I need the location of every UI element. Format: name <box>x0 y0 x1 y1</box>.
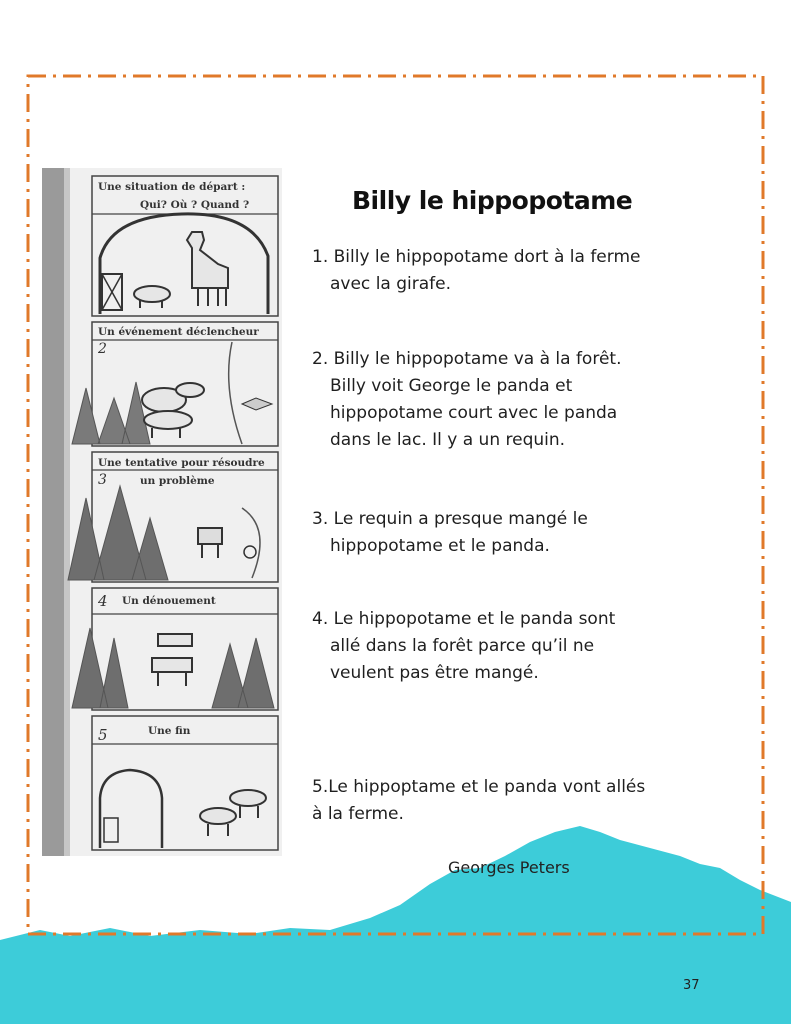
paragraph-5-number: 5. <box>312 777 329 797</box>
panel-4-heading: Un dénouement <box>122 595 216 607</box>
paragraph-3-line-2: hippopotame et le panda. <box>330 536 550 556</box>
paragraph-2-line-3: hippopotame court avec le panda <box>330 403 618 423</box>
story-paragraph-3 <box>312 506 588 560</box>
panel-3-heading: Une tentative pour résoudre <box>98 457 265 469</box>
panel-5-number: 5 <box>98 726 108 744</box>
story-paragraph-4 <box>312 606 615 687</box>
paragraph-1-line-1: Billy le hippopotame dort à la ferme <box>333 247 641 267</box>
page-number: 37 <box>683 978 700 993</box>
story-paragraph-2 <box>312 346 621 454</box>
paragraph-3-line-1: Le requin a presque mangé le <box>333 509 588 529</box>
author-name: Georges Peters <box>448 858 570 877</box>
comic-strip-image <box>42 168 282 856</box>
story-paragraph-1 <box>312 244 640 298</box>
panel-3-number: 3 <box>98 472 107 488</box>
panel-1-heading: Une situation de départ : <box>98 181 246 193</box>
panel-1-subheading: Qui? Où ? Quand ? <box>140 199 250 211</box>
paragraph-2-line-1: Billy le hippopotame va à la forêt. <box>333 349 622 369</box>
paragraph-2-line-2: Billy voit George le panda et <box>330 376 573 396</box>
paragraph-1-number: 1. <box>312 247 329 267</box>
story-paragraph-5 <box>312 774 645 828</box>
paragraph-3-number: 3. <box>312 509 329 529</box>
paragraph-2-line-4: dans le lac. Il y a un requin. <box>330 430 566 450</box>
panel-5-heading: Une fin <box>148 725 191 737</box>
paragraph-4-line-2: allé dans la forêt parce qu’il ne <box>330 636 595 656</box>
paragraph-5-line-1: Le hippoptame et le panda vont allés <box>328 777 646 797</box>
panel-2-number: 2 <box>98 341 107 357</box>
panel-4-number: 4 <box>98 592 108 610</box>
panel-2-heading: Un événement déclencheur <box>98 326 259 338</box>
paragraph-4-number: 4. <box>312 609 329 629</box>
panel-3-subheading: un problème <box>140 475 215 487</box>
story-title: Billy le hippopotame <box>352 186 633 215</box>
paragraph-1-line-2: avec la girafe. <box>330 274 452 294</box>
paragraph-5-line-2: à la ferme. <box>312 804 404 824</box>
paragraph-4-line-1: Le hippopotame et le panda sont <box>333 609 616 629</box>
paragraph-2-number: 2. <box>312 349 329 369</box>
paragraph-4-line-3: veulent pas être mangé. <box>330 663 539 683</box>
